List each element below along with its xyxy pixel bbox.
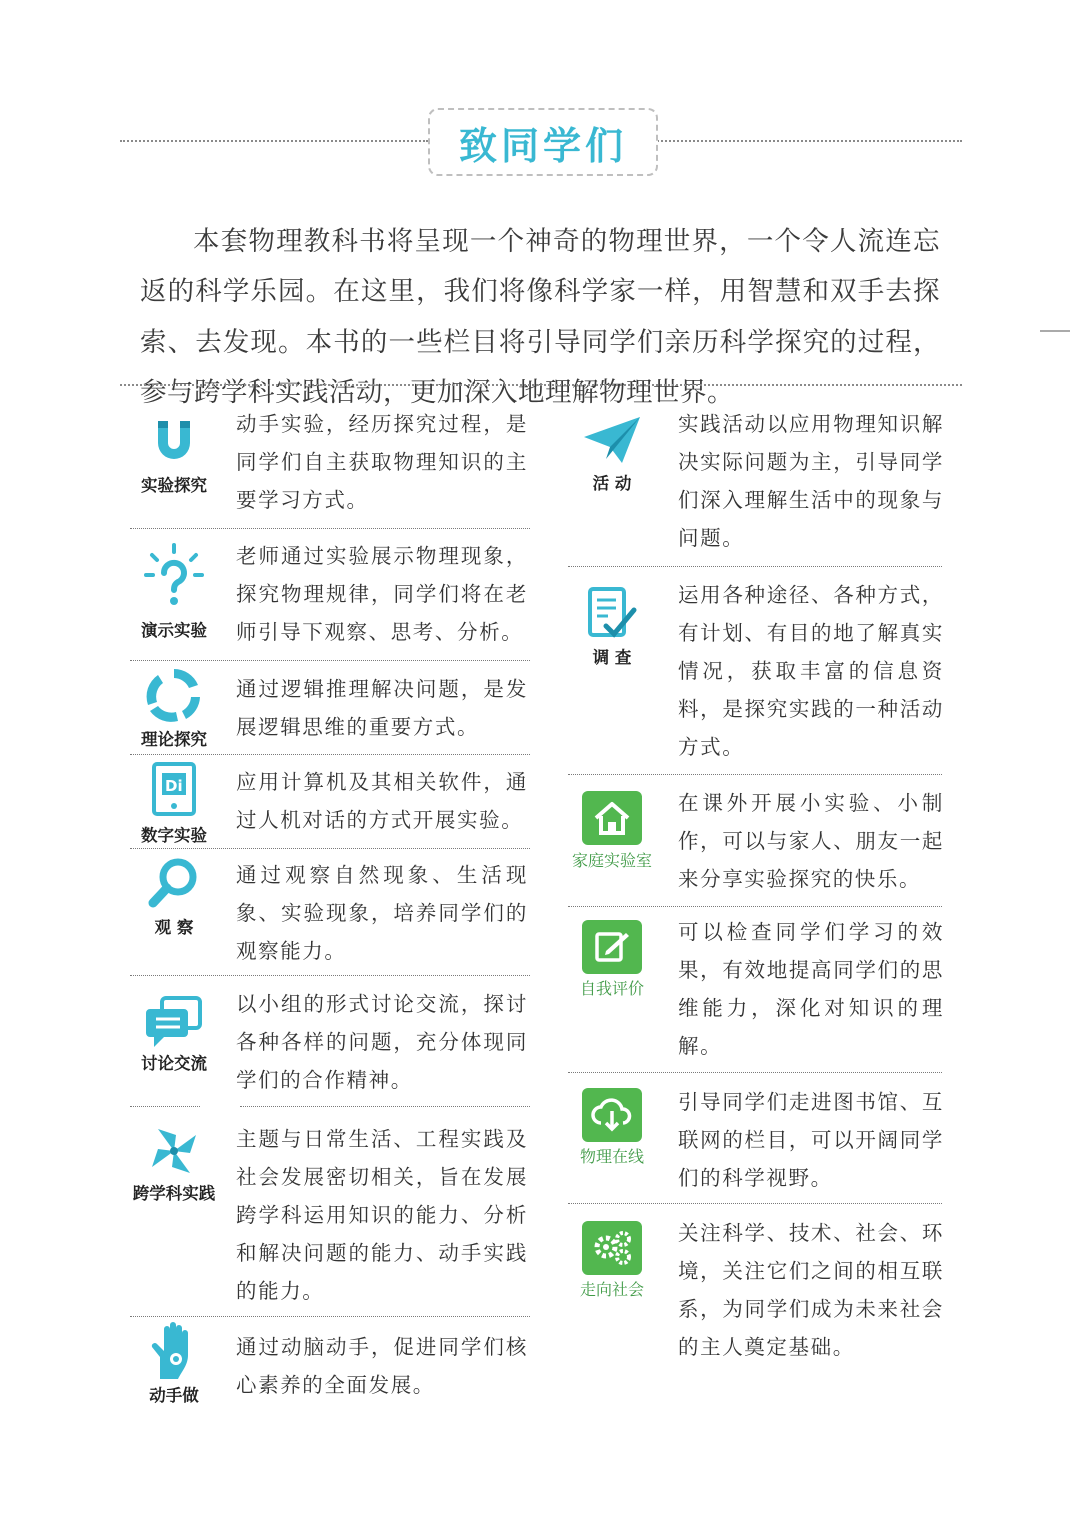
notepad-check-icon: [577, 583, 647, 645]
desc-theory-inquiry: 通过逻辑推理解决问题，是发展逻辑思维的重要方式。: [236, 677, 528, 739]
label-home-lab: 家庭实验室: [571, 851, 652, 870]
label-discussion: 讨论交流: [141, 1054, 207, 1073]
desc-discussion: 以小组的形式讨论交流，探讨各种各样的问题，充分体现同学们的合作精神。: [236, 992, 528, 1092]
label-activity: 活 动: [592, 474, 632, 493]
intro-paragraph: 本套物理教科书将呈现一个神奇的物理世界，一个令人流连忘返的科学乐园。在这里，我们将像科学家一样，用智慧和双手去探索、去发现。本书的一些栏目将引导同学们亲历科学探究的过程，参与跨学科实践活动，更加深入地理解物理世界。: [140, 225, 940, 408]
desc-survey: 运用各种途径、各种方式，有计划、有目的地了解真实情况，获取丰富的信息资料，是探究实践的一种活动方式。: [678, 583, 944, 759]
row-divider: [130, 1106, 200, 1107]
label-theory-inquiry: 理论探究: [141, 730, 207, 749]
digital-tablet-icon: [139, 758, 209, 820]
row-divider: [130, 660, 530, 661]
desc-digital-experiment: 应用计算机及其相关软件，通过人机对话的方式开展实验。: [236, 770, 528, 832]
desc-activity: 实践活动以应用物理知识解决实际问题为主，引导同学们深入理解生活中的现象与问题。: [678, 412, 944, 550]
label-toward-society: 走向社会: [579, 1280, 644, 1299]
label-digital-experiment: 数字实验: [141, 826, 207, 845]
label-survey: 调 查: [592, 648, 632, 667]
title-frame: [428, 108, 658, 176]
desc-toward-society: 关注科学、技术、社会、环境，关注它们之间的相互联系，为同学们成为未来社会的主人奠定基础。: [678, 1221, 944, 1359]
desc-physics-online: 引导同学们走进图书馆、互联网的栏目，可以开阔同学们的科学视野。: [678, 1090, 944, 1190]
desc-interdisciplinary: 主题与日常生活、工程实践及社会发展密切相关，旨在发展跨学科运用知识的能力、分析和解决问题的能力、动手实践的能力。: [236, 1127, 528, 1303]
desc-observation: 通过观察自然现象、生活现象、实验现象，培养同学们的观察能力。: [236, 863, 528, 963]
row-divider: [130, 848, 530, 849]
house-icon: [577, 787, 647, 849]
label-physics-online: 物理在线: [579, 1147, 644, 1166]
row-divider: [130, 528, 530, 529]
row-divider: [568, 1072, 942, 1073]
row-divider: [130, 754, 530, 755]
row-divider: [568, 566, 942, 567]
svg-text:Di: Di: [165, 777, 183, 795]
intro-divider: [120, 384, 962, 386]
desc-hands-on: 通过动脑动手，促进同学们核心素养的全面发展。: [236, 1335, 528, 1397]
margin-mark: [1040, 330, 1070, 332]
row-divider: [568, 774, 942, 775]
row-divider: [130, 1316, 530, 1317]
title-rule-right: [654, 140, 962, 142]
gears-icon: [577, 1217, 647, 1279]
desc-demo-experiment: 老师通过实验展示物理现象，探究物理规律，同学们将在老师引导下观察、思考、分析。: [236, 544, 528, 644]
paper-plane-icon: [577, 410, 647, 472]
magnet-icon: [139, 410, 209, 472]
row-divider: [130, 975, 530, 976]
label-self-assessment: 自我评价: [579, 979, 644, 998]
title-rule-left: [120, 140, 428, 142]
desc-self-assessment: 可以检查同学们学习的效果，有效地提高同学们的思维能力，深化对知识的理解。: [678, 920, 944, 1058]
label-observation: 观 察: [154, 918, 194, 937]
row-divider: [240, 1106, 530, 1107]
label-interdisciplinary: 跨学科实践: [132, 1184, 216, 1203]
page-title: 致同学们: [458, 123, 627, 168]
pinwheel-icon: [139, 1120, 209, 1182]
desc-experiment-inquiry: 动手实验，经历探究过程，是同学们自主获取物理知识的主要学习方式。: [236, 412, 528, 512]
label-hands-on: 动手做: [149, 1386, 199, 1405]
label-demo-experiment: 演示实验: [141, 621, 207, 640]
edit-check-icon: [577, 916, 647, 978]
cloud-download-icon: [577, 1084, 647, 1146]
hand-gear-icon: [139, 1320, 209, 1382]
question-bulb-icon: [139, 545, 209, 607]
row-divider: [568, 906, 942, 907]
row-divider: [568, 1203, 942, 1204]
desc-home-lab: 在课外开展小实验、小制作，可以与家人、朋友一起来分享实验探究的快乐。: [678, 791, 944, 891]
chat-bubbles-icon: [139, 992, 209, 1054]
magnifier-icon: [139, 852, 209, 914]
label-experiment-inquiry: 实验探究: [141, 476, 207, 495]
cycle-icon: [139, 664, 209, 726]
